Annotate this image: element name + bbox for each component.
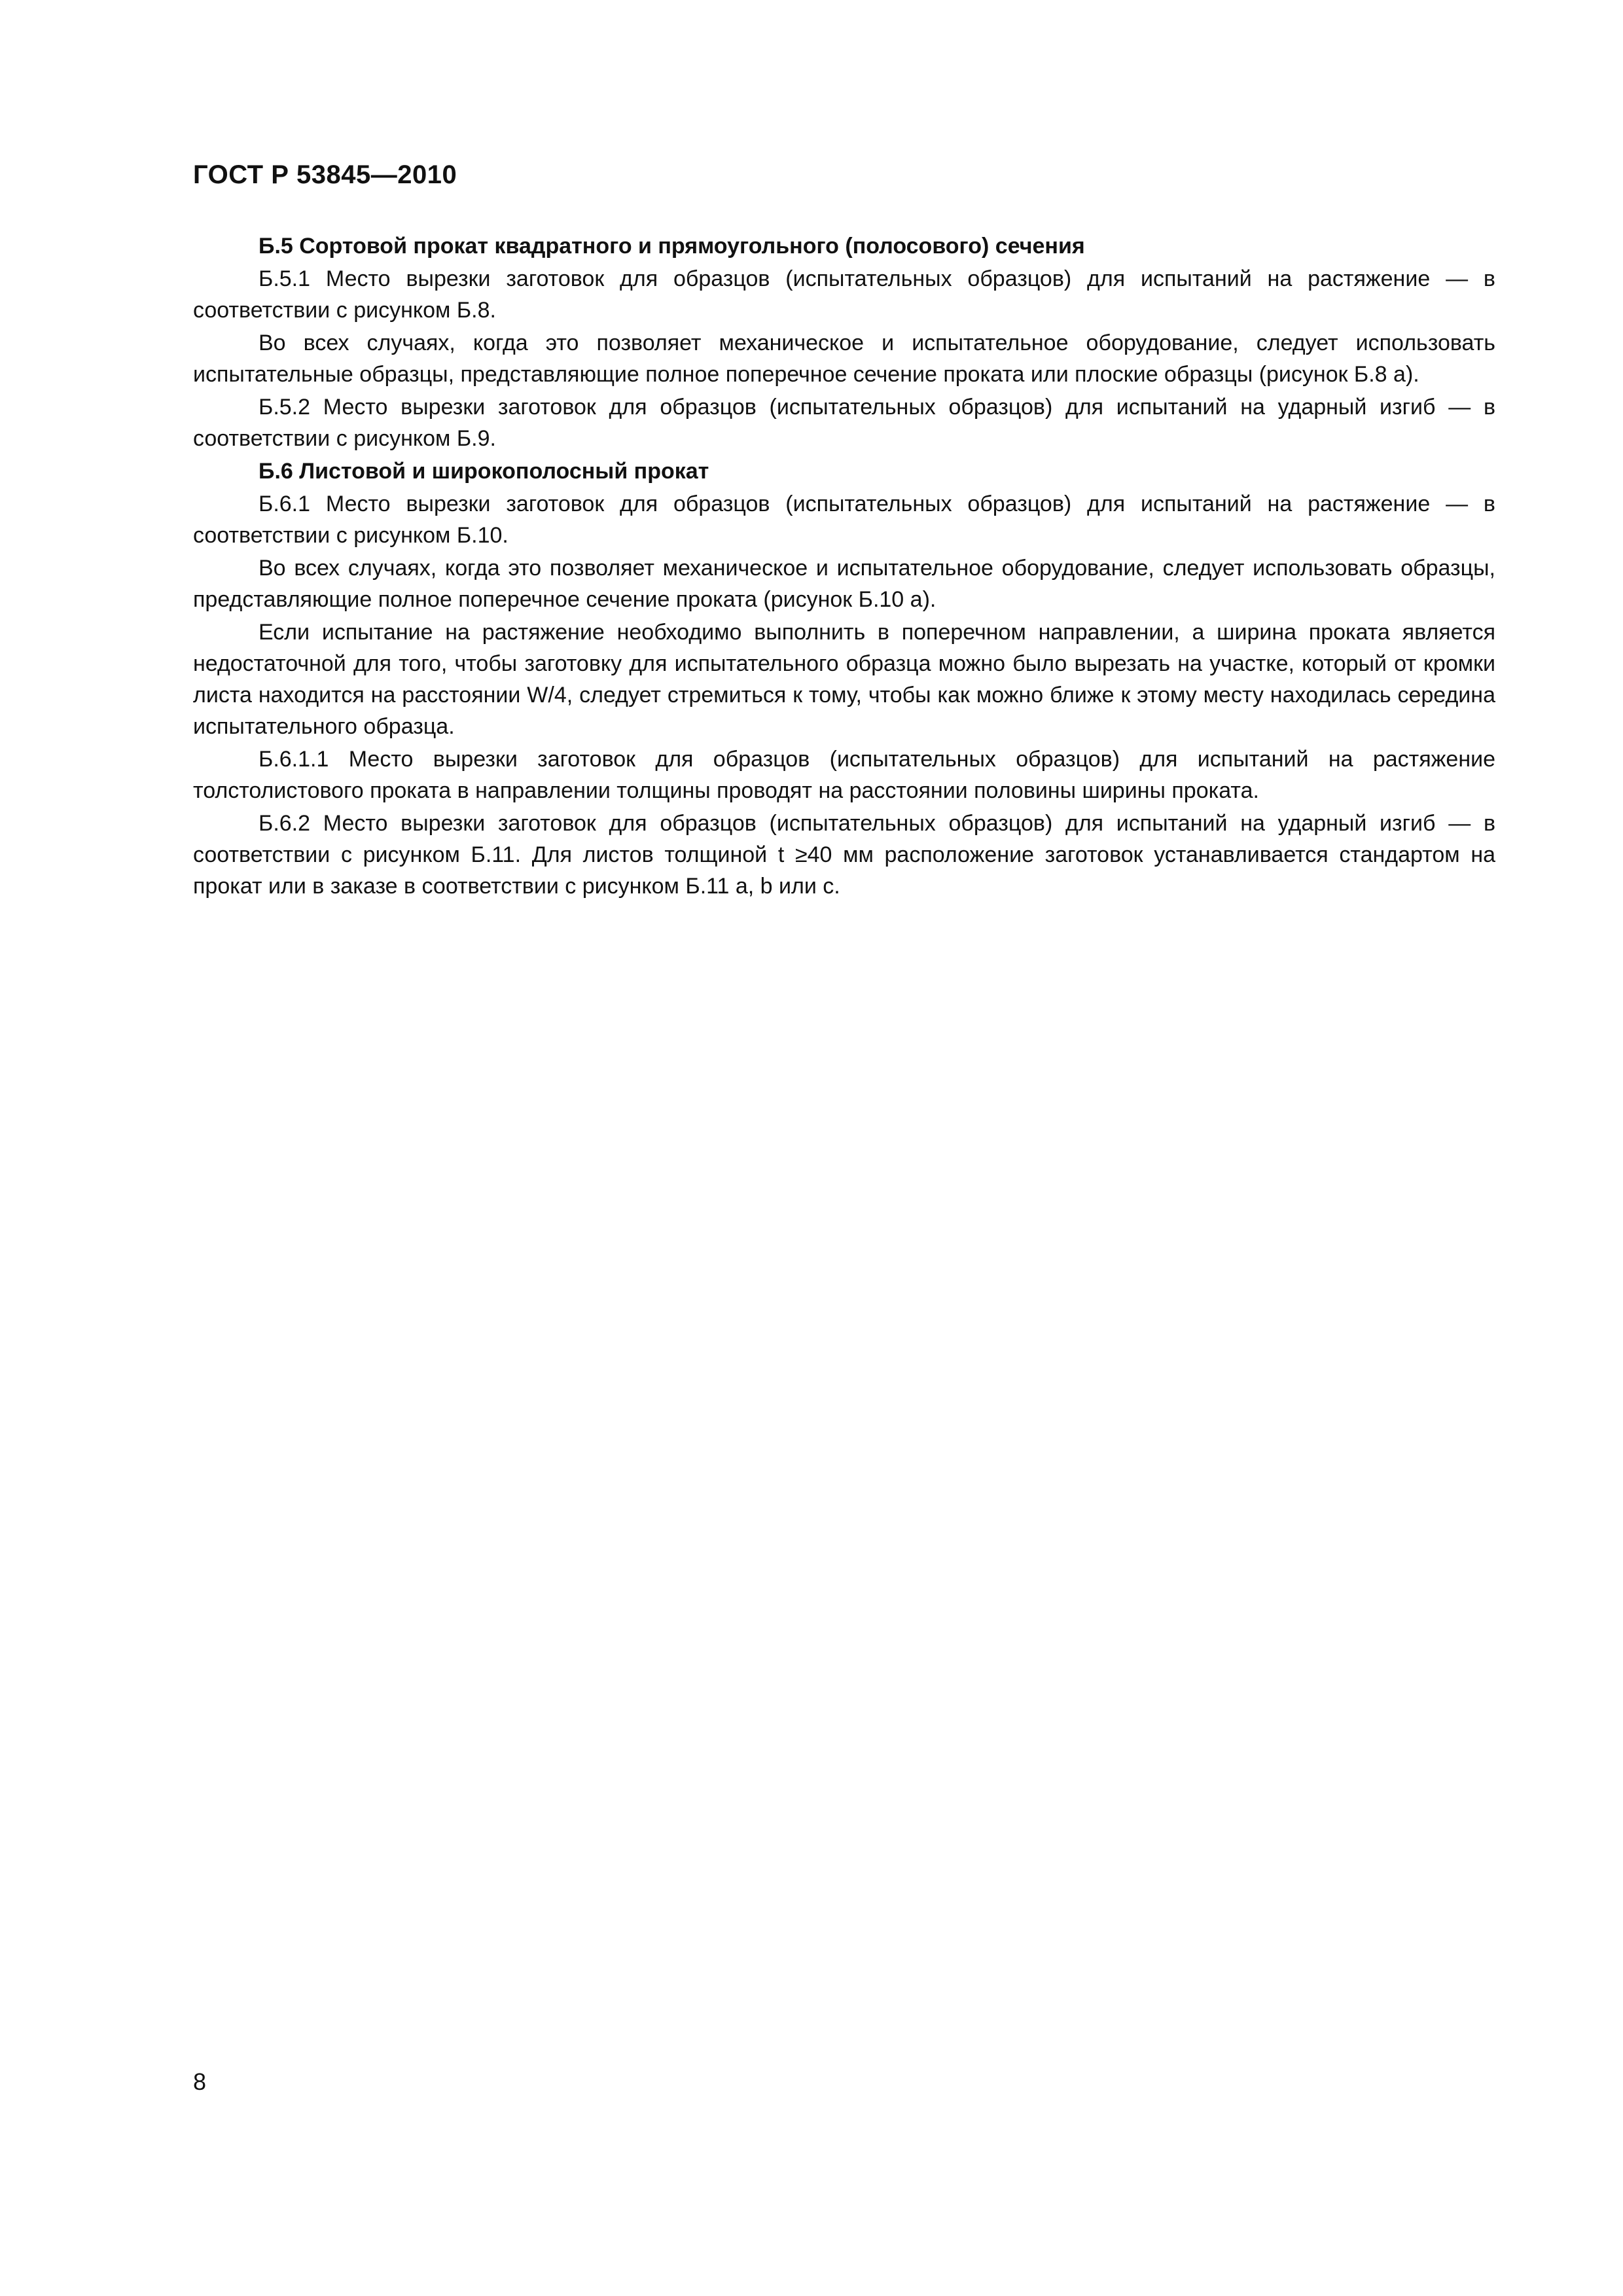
section-heading-b5: Б.5 Сортовой прокат квадратного и прямоугольного (полосового) сечения — [259, 234, 1085, 259]
paragraph-b6-1: Б.6.1 Место вырезки заготовок для образцов (испытательных образцов) для испытаний на растяжение — в соответствии с рисунком Б.10. — [193, 492, 1495, 548]
paragraph-b6-1-note: Во всех случаях, когда это позволяет механическое и испытательное оборудование, следует использовать образцы, представляющие полное поперечное сечение проката (рисунок Б.10 а). — [193, 556, 1495, 612]
document-header: ГОСТ Р 53845—2010 — [193, 160, 457, 189]
paragraph-b5-2: Б.5.2 Место вырезки заготовок для образцов (испытательных образцов) для испытаний на ударный изгиб — в соответствии с рисунком Б.9. — [193, 395, 1495, 451]
paragraph-b5-1-note: Во всех случаях, когда это позволяет механическое и испытательное оборудование, следует использовать испытательные образцы, представляющие полное поперечное сечение проката или плоские образцы (рисунок Б.8 а). — [193, 331, 1495, 387]
page-number: 8 — [193, 2068, 207, 2095]
section-heading-b6: Б.6 Листовой и широкополосный прокат — [259, 459, 709, 484]
document-body — [193, 230, 1495, 903]
paragraph-b6-2: Б.6.2 Место вырезки заготовок для образцов (испытательных образцов) для испытаний на ударный изгиб — в соответствии с рисунком Б.11. Для листов толщиной t ≥40 мм расположение заготовок устанавливается стандартом на прокат или в заказе в соответствии с рисунком Б.11 а, b или с. — [193, 811, 1495, 899]
paragraph-b5-1: Б.5.1 Место вырезки заготовок для образцов (испытательных образцов) для испытаний на растяжение — в соответствии с рисунком Б.8. — [193, 266, 1495, 323]
paragraph-b6-1-1: Б.6.1.1 Место вырезки заготовок для образцов (испытательных образцов) для испытаний на растяжение толстолистового проката в направлении толщины проводят на расстоянии половины ширины проката. — [193, 747, 1495, 803]
paragraph-b6-1-transverse: Если испытание на растяжение необходимо выполнить в поперечном направлении, а ширина проката является недостаточной для того, чтобы заготовку для испытательного образца можно было вырезать на участке, который от кромки листа находится на расстоянии W/4, следует стремиться к тому, чтобы как можно ближе к этому месту находилась середина испытательного образца. — [193, 620, 1495, 739]
